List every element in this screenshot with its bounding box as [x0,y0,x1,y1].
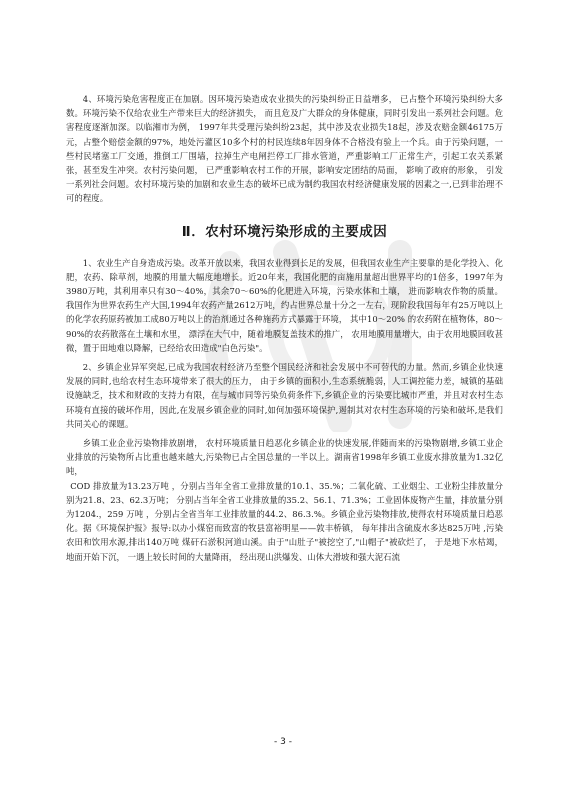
section-heading: Ⅱ．农村环境污染形成的主要成因 [181,223,388,240]
paragraph-cod-emissions: COD 排放量为13.23万吨 ，分别占当年全省工业排放量的10.1、35.%；二氧化硫、工业烟尘、工业粉尘排放量分别为21.8、23、62.3万吨； 分别占当年全省工业排放量的35.2、56.1、71.3%；工业固体废物产生量，排放量分别为1204.，259 万吨 ，分别占全省当年工业排放量的44.2、86.3.%。乡镇企业污染物排放,使得农村环境质量日趋恶化。据《环境保护报》报导:以办小煤窑而致富的牧县富裕明星——敦丰桥镇， 每年排出含硫废水多达825万吨 ,污染农田和饮用水源,排出140万吨 煤矸石淤积河道山溪。由于"山肚子"被挖空了,"山帽子"被砍烂了， 于是地下水枯竭，地面开始下沉， 一遇上较长时间的大量降雨， 经出现山洪爆发、山体大滑坡和强大泥石流 [66,480,503,562]
paragraph-township-enterprise: 2、乡镇企业异军突起,已成为我国农村经济乃至整个国民经济和社会发展中不可替代的力量。然而,乡镇企业快速发展的同时,也给农村生态环境带来了很大的压力， 由于乡镇的面积小,生态系统脆弱，人工调控能力差，城镇的基础设施缺乏，技术和财政的支持力有限，在与城市同等污染负荷条件下,乡镇企业的污染要比城市严重，并且对农村生态环境有直接的破坏作用，因此,在发展乡镇企业的同时,如何加强环境保护,遏制其对农村生态环境的污染和破坏,是我们共同关心的课题。 [66,362,503,429]
paragraph-pollutant-surge: 乡镇工业企业污染物排放剧增， 农村环境质量日趋恶化乡镇企业的快速发展,伴随而来的污染物剧增,乡镇工业企业排放的污染物所占比重也越来越大,污染物已占全国总量的一半以上。湖南省1998年乡镇工业废水排放量为1.32亿吨， [66,438,503,477]
page-number: - 3 - [274,737,292,747]
document-body [66,92,503,564]
paragraph-agriculture: 1、农业生产自身造成污染。改革开放以来，我国农业得到长足的发展，但我国农业生产主要靠的是化学投入、化肥，农药、除草剂，地膜的用量大幅度地增长。近20年来，我国化肥的亩施用量超出世界平均的1倍多，1997年为3980万吨，其利用率只有30～40%，其余70～60%的化肥进入环境，污染水体和土壤， 进而影响农作物的质量。我国作为世界农药生产大国,1994年农药产量2612万吨，约占世界总量十分之一左右，现阶段我国每年有25万吨以上的化学农药原药被加工成80万吨以上的治剂通过各种施药方式暴露于环境， 其中10～20% 的农药附在植物体，80～90%的农药散落在土壤和水里， 漂浮在大气中，随着地膜复盖技术的推广， 农用地膜用量增大，由于农用地膜回收甚微，置于田地难以降解，已经给农田造成"白色污染"。 [66,257,504,353]
paragraph-pollution-harm: 4、环境污染危害程度正在加剧。因环境污染造成农业损失的污染纠纷正日益增多， 已占整个环境污染纠纷大多数。环境污染不仅给农业生产带来巨大的经济损失， 而且危及广大群众的身体健康，同时引发出一系列社会问题。危害程度逐渐加深。以临湘市为例， 1997年共受理污染纠纷23起，其中涉及农业损失18起，涉及农赔金额46175万元，占整个赔偿金额的97%，地处污灌区10多个村的村民连续8年因身体不合格没有验上一个兵。由于污染问题，一些村民堵塞工厂交通，推倒工厂围墙，拉掉生产电闸拦停工厂排水管道，严重影响工厂正常生产，引起工农关系紧张，甚至发生冲突。农村污染问题， 已严重影响农村工作的开展，影响安定团结的局面， 影响了政府的形象， 引发一系列社会问题。农村环境污染的加剧和农业生态的破坏已成为制约我国农村经济健康发展的因素之一,已到非治理不可的程度。 [66,94,503,204]
